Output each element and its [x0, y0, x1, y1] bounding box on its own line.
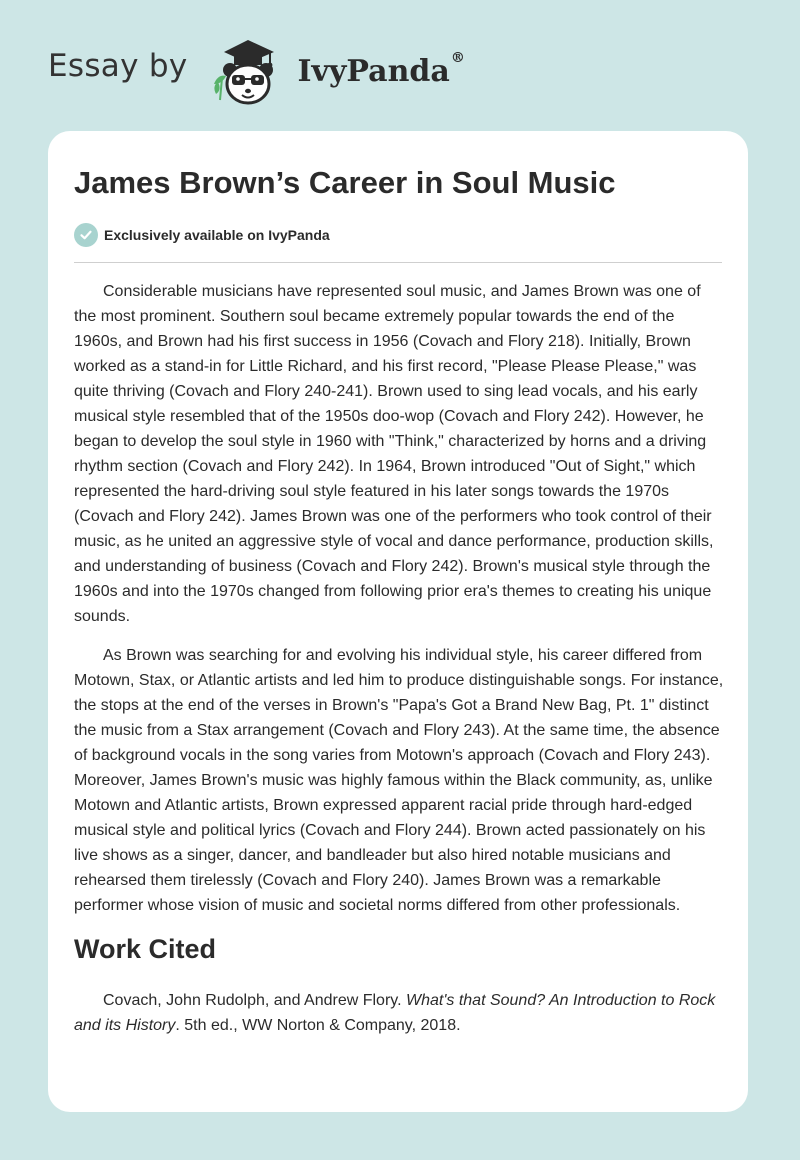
citation: [74, 988, 726, 1038]
essay-card: [48, 131, 748, 1112]
essay-title: James Brown’s Career in Soul Music: [74, 165, 616, 200]
divider: [74, 262, 722, 263]
panda-graduate-icon: [204, 30, 292, 110]
paragraph: Considerable musicians have represented soul music, and James Brown was one of the most prominent. Southern soul became extremely popular towards the end of the 1960s, and Brown had his first success in 1956 (Covach and Flory 218). Initially, Brown worked as a stand-in for Little Richard, and his first record, "Please Please Please," was quite thriving (Covach and Flory 240-241). Brown used to sing lead vocals, and his early musical style resembled that of the 1950s doo-wop (Covach and Flory 242). However, he began to develop the soul style in 1960 with "Think," characterized by horns and a driving rhythm section (Covach and Flory 242). In 1964, Brown introduced "Out of Sight," which represented the hard-driving soul style featured in his later songs towards the 1970s (Covach and Flory 242). James Brown was one of the performers who took control of their music, as he united an aggressive style of vocal and dance performance, production skills, and understanding of business (Covach and Flory 242). Brown's musical style through the 1960s and into the 1970s changed from following prior era's themes to creating his unique sounds.: [74, 283, 714, 625]
essay-body: [74, 279, 726, 1038]
paragraph: As Brown was searching for and evolving his individual style, his career differed from Motown, Stax, or Atlantic artists and led him to produce distinguishable songs. For instance, the stops at the end of the verses in Brown's "Papa's Got a Brand New Bag, Pt. 1" distinct the music from a Stax arrangement (Covach and Flory 243). At the same time, the absence of background vocals in the song varies from Motown's approach (Covach and Flory 243). Moreover, James Brown's music was highly famous within the Black community, as, unlike Motown and Atlantic artists, Brown expressed apparent racial pride through hard-edged musical style and political lyrics (Covach and Flory 244). Brown acted passionately on his live shows as a singer, dancer, and bandleader but also hired notable musicians and rehearsed them tirelessly (Covach and Flory 240). James Brown was a remarkable performer whose vision of music and societal norms differed from other professionals.: [74, 647, 724, 914]
essay-by-label: Essay by: [48, 48, 188, 84]
works-cited-heading: Work Cited: [74, 934, 217, 964]
citation-details: . 5th ed., WW Norton & Company, 2018.: [175, 1017, 461, 1034]
citation-authors: Covach, John Rudolph, and Andrew Flory.: [103, 992, 406, 1009]
exclusive-label: Exclusively available on IvyPanda: [104, 227, 330, 243]
site-header: [48, 30, 465, 110]
citation-book-title: What's that Sound? An Introduction to Rock and its History: [74, 992, 716, 1034]
exclusive-badge: [74, 223, 330, 247]
brand-name[interactable]: IvyPanda®: [297, 49, 465, 89]
check-circle-icon: [74, 223, 98, 247]
